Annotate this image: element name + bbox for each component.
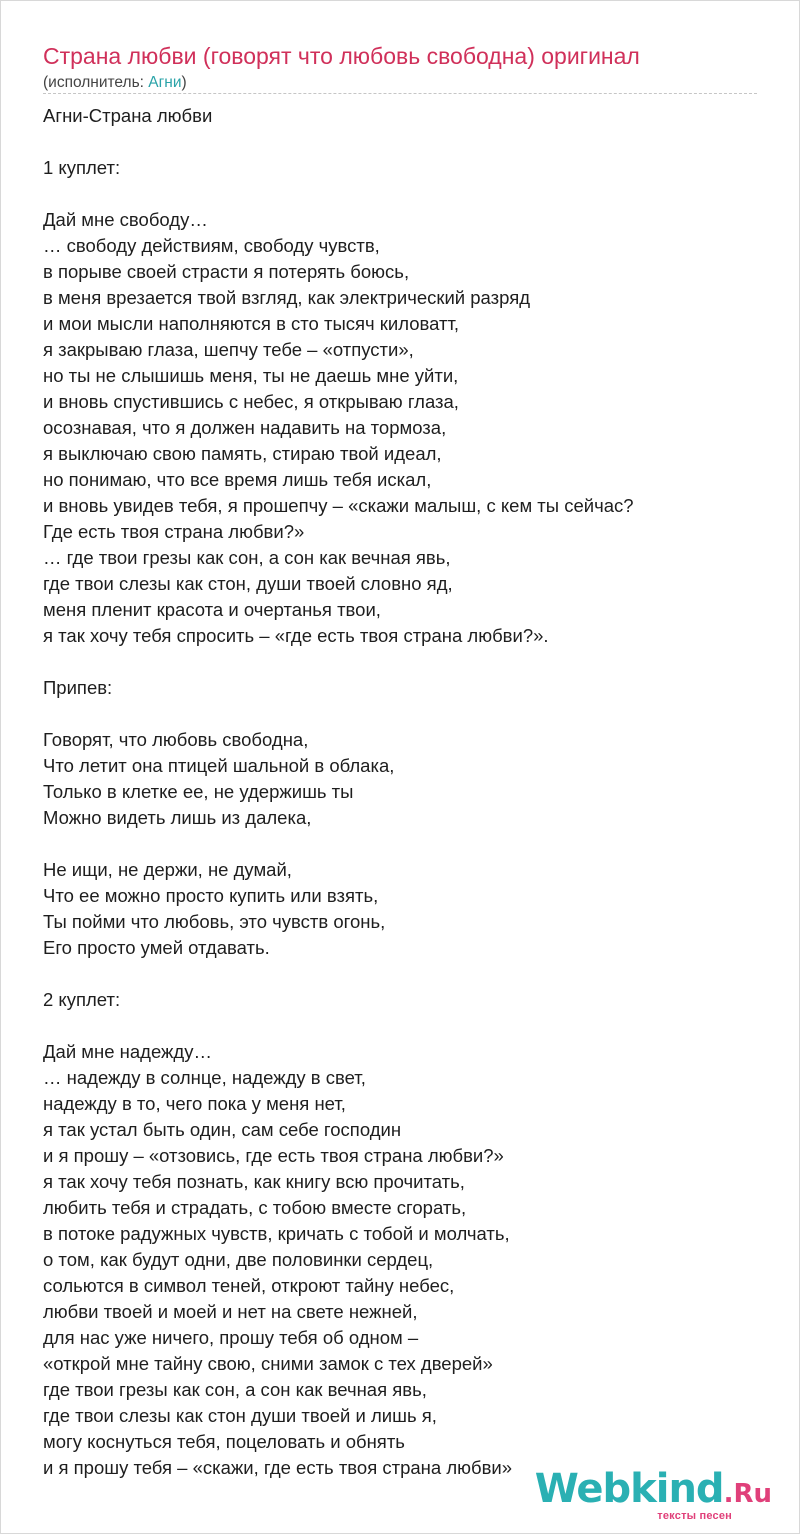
- lyric-line: Не ищи, не держи, не думай,: [43, 859, 292, 880]
- lyric-line: Где есть твоя страна любви?»: [43, 521, 305, 542]
- lyric-line: надежду в то, чего пока у меня нет,: [43, 1093, 346, 1114]
- lyric-line: но ты не слышишь меня, ты не даешь мне уйти,: [43, 365, 459, 386]
- lyric-line: [43, 831, 763, 857]
- lyric-line: в меня врезается твой взгляд, как электрический разряд: [43, 287, 531, 308]
- lyric-line: сольются в символ теней, откроют тайну небес,: [43, 1275, 455, 1296]
- lyric-line: где твои слезы как стон души твоей и лишь я,: [43, 1405, 437, 1426]
- logo-tld: .Ru: [723, 1479, 772, 1509]
- lyric-line: меня пленит красота и очертанья твои,: [43, 599, 381, 620]
- lyric-line: я закрываю глаза, шепчу тебе – «отпусти»,: [43, 339, 414, 360]
- lyric-line: Дай мне надежду…: [43, 1041, 212, 1062]
- lyric-line: в потоке радужных чувств, кричать с тобой и молчать,: [43, 1223, 510, 1244]
- lyric-line: и вновь увидев тебя, я прошепчу – «скажи малыш, с кем ты сейчас?: [43, 495, 634, 516]
- lyric-line: осознавая, что я должен надавить на тормоза,: [43, 417, 447, 438]
- lyric-line: Говорят, что любовь свободна,: [43, 729, 309, 750]
- lyric-line: и я прошу – «отзовись, где есть твоя страна любви?»: [43, 1145, 504, 1166]
- lyric-line: и мои мысли наполняются в сто тысяч киловатт,: [43, 313, 460, 334]
- artist-prefix: (исполнитель:: [43, 74, 149, 91]
- lyric-line: Что ее можно просто купить или взять,: [43, 885, 379, 906]
- logo-tagline: тексты песен: [657, 1510, 732, 1522]
- lyric-line: Дай мне свободу…: [43, 209, 208, 230]
- lyric-line: … где твои грезы как сон, а сон как вечная явь,: [43, 547, 451, 568]
- lyric-line: Его просто умей отдавать.: [43, 937, 270, 958]
- lyric-line: и я прошу тебя – «скажи, где есть твоя страна любви»: [43, 1457, 513, 1478]
- lyric-line: я так устал быть один, сам себе господин: [43, 1119, 402, 1140]
- lyrics-body: [43, 103, 763, 1481]
- lyric-line: [43, 701, 763, 727]
- lyric-line: в порыве своей страсти я потерять боюсь,: [43, 261, 410, 282]
- lyric-line: [43, 1013, 763, 1039]
- artist-link[interactable]: Агни: [148, 74, 182, 91]
- lyric-line: Только в клетке ее, не удержишь ты: [43, 781, 354, 802]
- lyric-line: Что летит она птицей шальной в облака,: [43, 755, 395, 776]
- artist-line: [43, 74, 187, 92]
- lyric-line: но понимаю, что все время лишь тебя искал,: [43, 469, 432, 490]
- lyric-line: Агни-Страна любви: [43, 105, 213, 126]
- lyric-line: я выключаю свою память, стираю твой идеал,: [43, 443, 442, 464]
- lyric-line: и вновь спустившись с небес, я открываю глаза,: [43, 391, 459, 412]
- lyric-line: любить тебя и страдать, с тобою вместе сгорать,: [43, 1197, 467, 1218]
- lyric-line: для нас уже ничего, прошу тебя об одном –: [43, 1327, 419, 1348]
- lyric-line: … надежду в солнце, надежду в свет,: [43, 1067, 366, 1088]
- lyric-line: [43, 649, 763, 675]
- lyric-line: «открой мне тайну свою, сними замок с тех дверей»: [43, 1353, 493, 1374]
- lyric-line: 1 куплет:: [43, 157, 121, 178]
- logo-name: Webkind: [534, 1466, 724, 1512]
- lyric-line: … свободу действиям, свободу чувств,: [43, 235, 380, 256]
- page-title: Страна любви (говорят что любовь свободна) оригинал: [43, 43, 640, 69]
- lyric-line: [43, 961, 763, 987]
- artist-suffix: ): [181, 74, 187, 91]
- lyric-line: 2 куплет:: [43, 989, 121, 1010]
- lyric-line: где твои грезы как сон, а сон как вечная явь,: [43, 1379, 427, 1400]
- lyric-line: любви твоей и моей и нет на свете нежней,: [43, 1301, 418, 1322]
- lyric-line: Припев:: [43, 677, 113, 698]
- lyric-line: [43, 181, 763, 207]
- lyric-line: где твои слезы как стон, души твоей словно яд,: [43, 573, 453, 594]
- lyric-line: Ты пойми что любовь, это чувств огонь,: [43, 911, 386, 932]
- lyric-line: я так хочу тебя спросить – «где есть твоя страна любви?».: [43, 625, 549, 646]
- header-divider: [43, 93, 757, 94]
- lyric-line: о том, как будут одни, две половинки сердец,: [43, 1249, 434, 1270]
- site-logo[interactable]: [534, 1466, 772, 1522]
- lyric-line: могу коснуться тебя, поцеловать и обнять: [43, 1431, 405, 1452]
- lyric-line: Можно видеть лишь из далека,: [43, 807, 312, 828]
- lyric-line: [43, 129, 763, 155]
- lyric-line: я так хочу тебя познать, как книгу всю прочитать,: [43, 1171, 465, 1192]
